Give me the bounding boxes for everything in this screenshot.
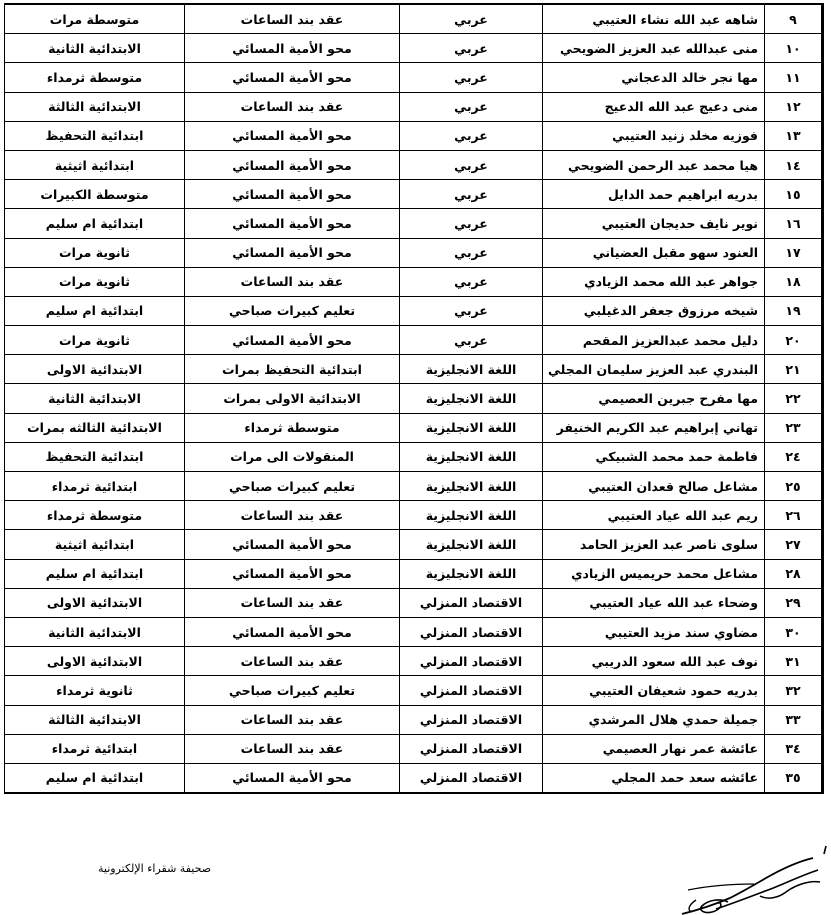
assignment-type-cell: محو الأمية المسائي	[185, 326, 400, 355]
employee-name-cell: مها مفرح جبرين العصيمي	[543, 384, 765, 413]
specialty-cell: اللغة الانجليزية	[400, 559, 543, 588]
row-number-cell: ٢٢	[765, 384, 823, 413]
row-number-cell: ١٩	[765, 296, 823, 325]
specialty-cell: الاقتصاد المنزلي	[400, 588, 543, 617]
row-number-cell: ٢٤	[765, 442, 823, 471]
employee-name-cell: بدريه ابراهيم حمد الدايل	[543, 180, 765, 209]
specialty-cell: عربي	[400, 4, 543, 34]
table-row	[5, 472, 823, 501]
assignment-type-cell: محو الأمية المسائي	[185, 763, 400, 793]
assignment-type-cell: تعليم كبيرات صباحي	[185, 676, 400, 705]
specialty-cell: الاقتصاد المنزلي	[400, 734, 543, 763]
specialty-cell: اللغة الانجليزية	[400, 472, 543, 501]
row-number-cell: ٣٥	[765, 763, 823, 793]
table-row	[5, 238, 823, 267]
employee-name-cell: عائشه سعد حمد المجلي	[543, 763, 765, 793]
row-number-cell: ١٠	[765, 34, 823, 63]
table-row	[5, 92, 823, 121]
employee-name-cell: شاهه عبد الله نشاء العتيبي	[543, 4, 765, 34]
employee-name-cell: البندري عبد العزيز سليمان المجلي	[543, 355, 765, 384]
school-name-cell: الابتدائية الثالثة	[5, 92, 185, 121]
row-number-cell: ٣٢	[765, 676, 823, 705]
assignment-type-cell: عقد بند الساعات	[185, 734, 400, 763]
table-row	[5, 34, 823, 63]
school-name-cell: ابتدائية ام سليم	[5, 209, 185, 238]
employee-name-cell: عائشة عمر نهار العصيمي	[543, 734, 765, 763]
school-name-cell: الابتدائية الثانية	[5, 617, 185, 646]
employee-name-cell: سلوى ناصر عبد العزيز الحامد	[543, 530, 765, 559]
assignment-type-cell: عقد بند الساعات	[185, 647, 400, 676]
table-row	[5, 501, 823, 530]
table-row	[5, 326, 823, 355]
school-name-cell: ثانوية مرات	[5, 267, 185, 296]
school-name-cell: ابتدائية التحفيظ	[5, 121, 185, 150]
specialty-cell: الاقتصاد المنزلي	[400, 763, 543, 793]
employee-name-cell: وضحاء عبد الله عياد العتيبي	[543, 588, 765, 617]
employee-name-cell: منى عبدالله عبد العزيز الضويحي	[543, 34, 765, 63]
school-name-cell: ابتدائية اثيثية	[5, 530, 185, 559]
specialty-cell: الاقتصاد المنزلي	[400, 647, 543, 676]
employee-name-cell: منى دعيج عبد الله الدعيج	[543, 92, 765, 121]
specialty-cell: عربي	[400, 150, 543, 179]
school-name-cell: متوسطة ثرمداء	[5, 63, 185, 92]
employee-name-cell: جواهر عبد الله محمد الزيادي	[543, 267, 765, 296]
employee-name-cell: نوف عبد الله سعود الدريبي	[543, 647, 765, 676]
assignment-type-cell: عقد بند الساعات	[185, 501, 400, 530]
specialty-cell: عربي	[400, 63, 543, 92]
table-row	[5, 267, 823, 296]
school-name-cell: الابتدائية الثانية	[5, 384, 185, 413]
assignment-type-cell: الابتدائية الاولى بمرات	[185, 384, 400, 413]
school-name-cell: ابتدائية ام سليم	[5, 763, 185, 793]
school-name-cell: الابتدائية الاولى	[5, 355, 185, 384]
specialty-cell: الاقتصاد المنزلي	[400, 705, 543, 734]
table-row	[5, 63, 823, 92]
specialty-cell: عربي	[400, 326, 543, 355]
row-number-cell: ٢١	[765, 355, 823, 384]
specialty-cell: اللغة الانجليزية	[400, 530, 543, 559]
assignments-table	[4, 3, 824, 794]
assignment-type-cell: محو الأمية المسائي	[185, 63, 400, 92]
employee-name-cell: جميلة حمدي هلال المرشدي	[543, 705, 765, 734]
school-name-cell: متوسطة الكبيرات	[5, 180, 185, 209]
assignment-type-cell: ابتدائية التحفيظ بمرات	[185, 355, 400, 384]
specialty-cell: عربي	[400, 121, 543, 150]
school-name-cell: الابتدائية الثالثة	[5, 705, 185, 734]
row-number-cell: ١١	[765, 63, 823, 92]
row-number-cell: ٣٣	[765, 705, 823, 734]
row-number-cell: ٢٩	[765, 588, 823, 617]
school-name-cell: الابتدائية الاولى	[5, 588, 185, 617]
table-row	[5, 180, 823, 209]
school-name-cell: ثانوية مرات	[5, 238, 185, 267]
specialty-cell: عربي	[400, 267, 543, 296]
school-name-cell: الابتدائية الثالثه بمرات	[5, 413, 185, 442]
row-number-cell: ٢٧	[765, 530, 823, 559]
employee-name-cell: هيا محمد عبد الرحمن الضويحي	[543, 150, 765, 179]
school-name-cell: ثانوية ثرمداء	[5, 676, 185, 705]
specialty-cell: عربي	[400, 180, 543, 209]
assignment-type-cell: محو الأمية المسائي	[185, 617, 400, 646]
employee-name-cell: نوير نايف حديجان العتيبي	[543, 209, 765, 238]
employee-name-cell: فوزيه مخلد زنيد العتيبي	[543, 121, 765, 150]
table-row	[5, 121, 823, 150]
specialty-cell: اللغة الانجليزية	[400, 442, 543, 471]
row-number-cell: ٢٥	[765, 472, 823, 501]
row-number-cell: ١٤	[765, 150, 823, 179]
table-row	[5, 296, 823, 325]
specialty-cell: الاقتصاد المنزلي	[400, 676, 543, 705]
school-name-cell: ثانوية مرات	[5, 326, 185, 355]
employee-name-cell: تهاني إبراهيم عبد الكريم الخنيفر	[543, 413, 765, 442]
assignment-type-cell: محو الأمية المسائي	[185, 209, 400, 238]
school-name-cell: متوسطة ثرمداء	[5, 501, 185, 530]
specialty-cell: اللغة الانجليزية	[400, 501, 543, 530]
table-row	[5, 705, 823, 734]
school-name-cell: ابتدائية التحفيظ	[5, 442, 185, 471]
specialty-cell: عربي	[400, 238, 543, 267]
table-row	[5, 4, 823, 34]
row-number-cell: ١٣	[765, 121, 823, 150]
employee-name-cell: مشاعل صالح قعدان العتيبي	[543, 472, 765, 501]
school-name-cell: ابتدائية ثرمداء	[5, 472, 185, 501]
table-row	[5, 413, 823, 442]
school-name-cell: ابتدائية ام سليم	[5, 559, 185, 588]
specialty-cell: اللغة الانجليزية	[400, 355, 543, 384]
footer-source-text: صحيفة شقراء الإلكترونية	[98, 862, 212, 875]
table-row	[5, 734, 823, 763]
specialty-cell: اللغة الانجليزية	[400, 413, 543, 442]
specialty-cell: الاقتصاد المنزلي	[400, 617, 543, 646]
table-row	[5, 442, 823, 471]
table-row	[5, 617, 823, 646]
employee-name-cell: العنود سهو مقبل العضياني	[543, 238, 765, 267]
employee-name-cell: مها نجر خالد الدعجاني	[543, 63, 765, 92]
assignment-type-cell: محو الأمية المسائي	[185, 530, 400, 559]
row-number-cell: ١٥	[765, 180, 823, 209]
employee-name-cell: مشاعل محمد حريميس الزيادي	[543, 559, 765, 588]
row-number-cell: ٢٨	[765, 559, 823, 588]
assignment-type-cell: متوسطة ثرمداء	[185, 413, 400, 442]
row-number-cell: ١٢	[765, 92, 823, 121]
assignment-type-cell: عقد بند الساعات	[185, 267, 400, 296]
school-name-cell: الابتدائية الثانية	[5, 34, 185, 63]
employee-name-cell: شيخه مرزوق جعفر الدغيلبي	[543, 296, 765, 325]
row-number-cell: ١٧	[765, 238, 823, 267]
assignment-type-cell: تعليم كبيرات صباحي	[185, 296, 400, 325]
row-number-cell: ١٨	[765, 267, 823, 296]
specialty-cell: عربي	[400, 209, 543, 238]
employee-name-cell: ريم عبد الله عياد العتيبي	[543, 501, 765, 530]
table-row	[5, 384, 823, 413]
employee-name-cell: دليل محمد عبدالعزيز المقحم	[543, 326, 765, 355]
specialty-cell: عربي	[400, 92, 543, 121]
assignment-type-cell: محو الأمية المسائي	[185, 180, 400, 209]
assignment-type-cell: عقد بند الساعات	[185, 705, 400, 734]
table-body	[5, 4, 823, 793]
school-name-cell: ابتدائية ام سليم	[5, 296, 185, 325]
employee-name-cell: فاطمة حمد محمد الشبيكي	[543, 442, 765, 471]
table-row	[5, 588, 823, 617]
table-row	[5, 676, 823, 705]
table-row	[5, 150, 823, 179]
assignment-type-cell: محو الأمية المسائي	[185, 121, 400, 150]
table-row	[5, 647, 823, 676]
school-name-cell: ابتدائية اثيثية	[5, 150, 185, 179]
employee-name-cell: بدريه حمود شعيفان العتيبي	[543, 676, 765, 705]
assignment-type-cell: المنقولات الى مرات	[185, 442, 400, 471]
table-row	[5, 763, 823, 793]
assignment-type-cell: محو الأمية المسائي	[185, 150, 400, 179]
row-number-cell: ٢٦	[765, 501, 823, 530]
specialty-cell: اللغة الانجليزية	[400, 384, 543, 413]
row-number-cell: ٣٠	[765, 617, 823, 646]
assignment-type-cell: عقد بند الساعات	[185, 4, 400, 34]
row-number-cell: ١٦	[765, 209, 823, 238]
assignment-type-cell: محو الأمية المسائي	[185, 559, 400, 588]
table-row	[5, 559, 823, 588]
table-row	[5, 209, 823, 238]
table-row	[5, 355, 823, 384]
specialty-cell: عربي	[400, 34, 543, 63]
assignment-type-cell: عقد بند الساعات	[185, 92, 400, 121]
row-number-cell: ٣١	[765, 647, 823, 676]
school-name-cell: ابتدائية ثرمداء	[5, 734, 185, 763]
assignment-type-cell: عقد بند الساعات	[185, 588, 400, 617]
employee-name-cell: مضاوي سند مزيد العتيبي	[543, 617, 765, 646]
assignment-type-cell: محو الأمية المسائي	[185, 238, 400, 267]
specialty-cell: عربي	[400, 296, 543, 325]
row-number-cell: ٢٣	[765, 413, 823, 442]
table-row	[5, 530, 823, 559]
school-name-cell: الابتدائية الاولى	[5, 647, 185, 676]
row-number-cell: ٢٠	[765, 326, 823, 355]
handwritten-signature	[668, 840, 831, 915]
assignment-type-cell: تعليم كبيرات صباحي	[185, 472, 400, 501]
assignment-type-cell: محو الأمية المسائي	[185, 34, 400, 63]
row-number-cell: ٣٤	[765, 734, 823, 763]
school-name-cell: متوسطة مرات	[5, 4, 185, 34]
row-number-cell: ٩	[765, 4, 823, 34]
